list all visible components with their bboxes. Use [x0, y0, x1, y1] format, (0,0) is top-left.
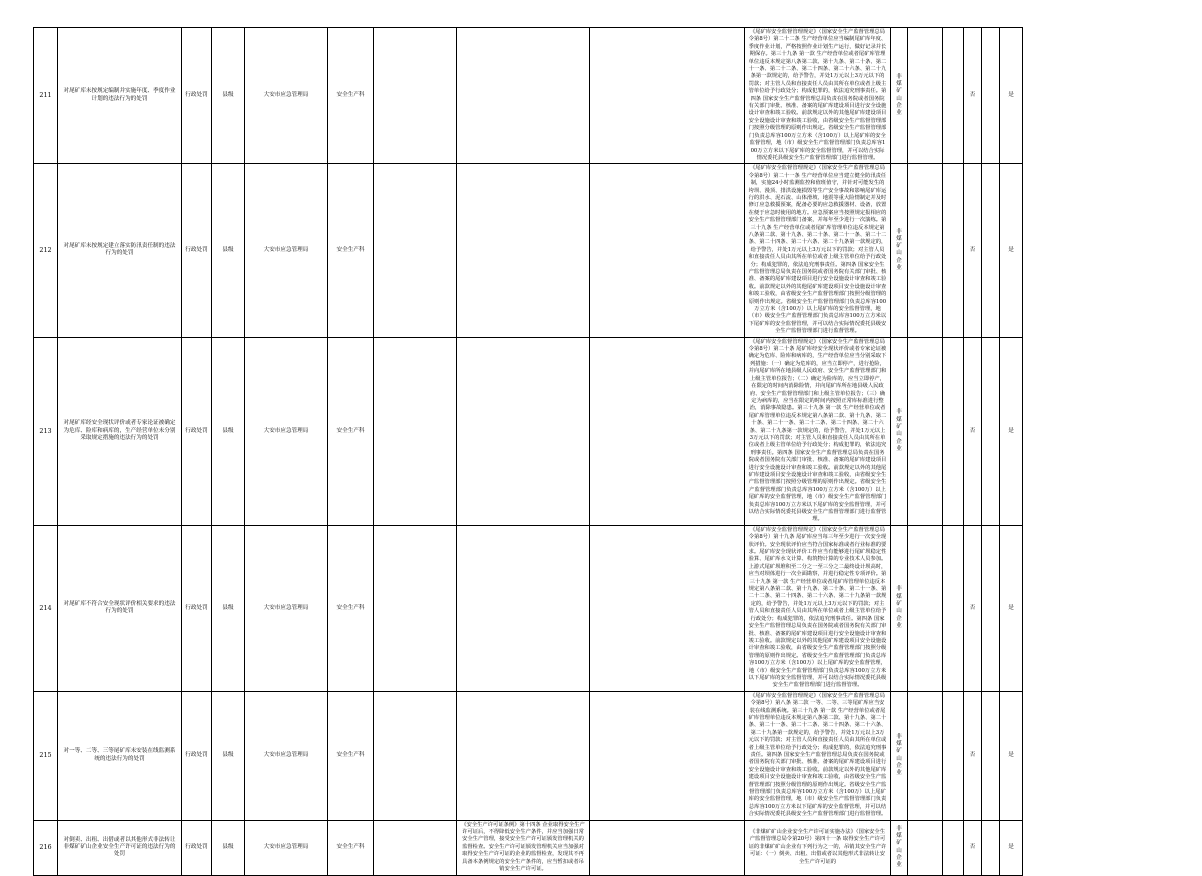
flag-no: 否 — [964, 164, 982, 337]
row-number: 213 — [34, 337, 58, 525]
item-org: 大安市应急管理局 — [245, 164, 328, 337]
item-level: 县级 — [212, 164, 245, 337]
basis-primary — [590, 164, 745, 337]
flag-no: 否 — [964, 337, 982, 525]
basis-detail: 《非煤矿矿山企业安全生产许可证实施办法》（国家安全生产监督管理总局令第20号）第四十一条 取得安全生产许可证的非煤矿矿山企业有下列行为之一的，吊销其安全生产许可证：（一）倒卖、出租、出借或者以其他形式非法转让安全生产许可证的 — [745, 820, 891, 875]
table-row — [34, 820, 1023, 875]
item-level: 县级 — [212, 337, 245, 525]
empty-cell — [908, 337, 943, 525]
empty-cell — [374, 164, 457, 337]
item-dept: 安全生产科 — [328, 525, 374, 691]
flag-yes: 是 — [1000, 691, 1023, 820]
empty-cell — [374, 525, 457, 691]
row-number: 214 — [34, 525, 58, 691]
empty-cell — [943, 28, 964, 164]
item-type: 行政处罚 — [182, 525, 212, 691]
item-name: 对尾矿库经安全现状评价或者专家论证被确定为危库、险库和病库的，生产经营单位未分别采取规定措施的违法行为的处罚 — [58, 337, 182, 525]
table-row — [34, 525, 1023, 691]
item-org: 大安市应急管理局 — [245, 525, 328, 691]
basis-primary — [590, 525, 745, 691]
empty-cell — [982, 337, 1000, 525]
empty-cell — [590, 820, 745, 875]
item-level: 县级 — [212, 820, 245, 875]
empty-cell — [457, 691, 590, 820]
empty-cell — [908, 691, 943, 820]
item-type: 行政处罚 — [182, 691, 212, 820]
empty-cell — [982, 820, 1000, 875]
basis-primary — [590, 28, 745, 164]
item-dept: 安全生产科 — [328, 691, 374, 820]
item-level: 县级 — [212, 28, 245, 164]
empty-cell — [908, 164, 943, 337]
flag-yes: 是 — [1000, 164, 1023, 337]
empty-cell — [943, 820, 964, 875]
item-object: 非煤矿山企业 — [891, 691, 908, 820]
empty-cell — [943, 164, 964, 337]
basis-detail: 《尾矿库安全监督管理规定》（国家安全生产监督管理总局令第8号）第八条 第二款 一等、二等、三等尾矿库应当安装在线监测系统。第三十九条 第一款 生产经营单位或者尾矿库管理单位违反本规定第八条第二款、第十九条、第二十条、第二十一条、第二十二条、第二十四条、第二十六条、第二十九条第一款规定的，给予警告，并处1万元以上3万元以下的罚款；对主管人员和直接责任人员由其所在单位或者上级主管单位给予行政处分；构成犯罪的，依法追究刑事责任。第四条 国家安全生产监督管理总局负责在国务院或者国务院有关部门审批、核准、备案的尾矿库建设项目进行安全设施设计审查和竣工验收。前款规定以外的其他尾矿库建设项目安全设施设计审查和竣工验收，由省级安全生产监督管理部门按照分级管理的原则作出规定。省级安全生产监督管理部门负责总库容100万立方米（含100万）以上尾矿库的安全监督管理，地（市）级安全生产监督管理部门负责总库容100万立方米以下尾矿库的安全监督管理，并可以结合实际情况委托县级安全生产监督管理部门进行监督管理。 — [745, 691, 891, 820]
item-type: 行政处罚 — [182, 164, 212, 337]
power-list-table — [33, 27, 1023, 876]
item-org: 大安市应急管理局 — [245, 28, 328, 164]
item-object: 非煤矿山企业 — [891, 525, 908, 691]
empty-cell — [908, 28, 943, 164]
basis-primary: 《安全生产许可证条例》第十四条 企业取得安全生产许可证后，不得降低安全生产条件，并应当加强日常安全生产管理，接受安全生产许可证颁发管理机关的监督检查。安全生产许可证颁发管理机关应当加强对取得安全生产许可证的企业的监督检查，发现其不再具备本条例规定的安全生产条件的，应当暂扣或者吊销安全生产许可证。 — [457, 820, 590, 875]
empty-cell — [457, 164, 590, 337]
item-org: 大安市应急管理局 — [245, 820, 328, 875]
item-object: 非煤矿山企业 — [891, 820, 908, 875]
item-object: 非煤矿山企业 — [891, 337, 908, 525]
table-row — [34, 28, 1023, 164]
table-row — [34, 691, 1023, 820]
item-name: 对尾矿库不符合安全现状评价相关要求的违法行为的处罚 — [58, 525, 182, 691]
item-name: 对尾矿库未按规定编制并实施年度、季度作业计划的违法行为的处罚 — [58, 28, 182, 164]
basis-detail: 《尾矿库安全监督管理规定》（国家安全生产监督管理总局令第8号）第二十条 尾矿库经安全现状评价或者专家论证被确定为危库、险库和病库的，生产经营单位应当分别采取下列措施：（一）确定为危库的，应当立即停产，进行抢险，并向尾矿库所在地县级人民政府、安全生产监督管理部门和上级主管单位报告；（二）确定为险库的，应当立即停产，在限定的时间内消除险情，并向尾矿库所在地县级人民政府、安全生产监督管理部门和上级主管单位报告；（三）确定为病库的，应当在限定的时间内按照正常库标准进行整治，消除事故隐患。第三十九条 第一款 生产经营单位或者尾矿库管理单位违反本规定第八条第二款、第十九条、第二十条、第二十一条、第二十二条、第二十四条、第二十六条、第二十九条第一款规定的，给予警告，并处1万元以上3万元以下的罚款；对主管人员和直接责任人员由其所在单位或者上级主管单位给予行政处分；构成犯罪的，依法追究刑事责任。第四条 国家安全生产监督管理总局负责在国务院或者国务院有关部门审批、核准、备案的尾矿库建设项目进行安全设施设计审查和竣工验收。前款规定以外的其他尾矿库建设项目安全设施设计审查和竣工验收，由省级安全生产监督管理部门按照分级管理的原则作出规定。省级安全生产监督管理部门负责总库容100万立方米（含100万）以上尾矿库的安全监督管理，地（市）级安全生产监督管理部门负责总库容100万立方米以下尾矿库的安全监督管理，并可以结合实际情况委托县级安全生产监督管理部门进行监督管理。 — [745, 337, 891, 525]
flag-yes: 是 — [1000, 28, 1023, 164]
item-type: 行政处罚 — [182, 820, 212, 875]
flag-no: 否 — [964, 691, 982, 820]
empty-cell — [374, 28, 457, 164]
flag-no: 否 — [964, 28, 982, 164]
item-level: 县级 — [212, 525, 245, 691]
flag-yes: 是 — [1000, 525, 1023, 691]
empty-cell — [374, 337, 457, 525]
empty-cell — [908, 820, 943, 875]
basis-primary — [590, 337, 745, 525]
item-dept: 安全生产科 — [328, 820, 374, 875]
empty-cell — [982, 164, 1000, 337]
empty-cell — [943, 691, 964, 820]
empty-cell — [908, 525, 943, 691]
empty-cell — [943, 337, 964, 525]
empty-cell — [982, 691, 1000, 820]
empty-cell — [374, 820, 457, 875]
row-number: 216 — [34, 820, 58, 875]
item-type: 行政处罚 — [182, 28, 212, 164]
row-number: 212 — [34, 164, 58, 337]
row-number: 211 — [34, 28, 58, 164]
flag-yes: 是 — [1000, 820, 1023, 875]
item-dept: 安全生产科 — [328, 28, 374, 164]
table-row — [34, 164, 1023, 337]
item-type: 行政处罚 — [182, 337, 212, 525]
item-dept: 安全生产科 — [328, 337, 374, 525]
item-object: 非煤矿山企业 — [891, 164, 908, 337]
item-name: 对尾矿库未按规定建立落实防汛责任制的违法行为的处罚 — [58, 164, 182, 337]
flag-no: 否 — [964, 525, 982, 691]
item-dept: 安全生产科 — [328, 164, 374, 337]
item-name: 对倒卖、出租、出借或者以其他形式非法转让非煤矿矿山企业安全生产许可证的违法行为的处罚 — [58, 820, 182, 875]
table-row — [34, 337, 1023, 525]
basis-detail: 《尾矿库安全监督管理规定》（国家安全生产监督管理总局令第8号）第二十一条 生产经营单位应当建立健全防汛责任制，实施24小时监测监控和值班值守，并针对可能发生的垮坝、漫顶、排洪设施损毁等生产安全事故和影响尾矿库运行的洪水、泥石流、山体滑坡、地震等重大险情制定并及时修订应急救援预案，配备必要的应急救援器材、设备，放置在便于应急时使用的地方。应急预案应当按照规定报相应的安全生产监督管理部门备案，并每年至少进行一次演练。第三十九条 生产经营单位或者尾矿库管理单位违反本规定第八条第二款、第十九条、第二十条、第二十一条、第二十二条、第二十四条、第二十六条、第二十九条第一款规定的，给予警告，并处1万元以上3万元以下的罚款；对主管人员和直接责任人员由其所在单位或者上级主管单位给予行政处分；构成犯罪的，依法追究刑事责任。第四条 国家安全生产监督管理总局负责在国务院或者国务院有关部门审批、核准、备案的尾矿库建设项目进行安全设施设计审查和竣工验收。前款规定以外的其他尾矿库建设项目安全设施设计审查和竣工验收，由省级安全生产监督管理部门按照分级管理的原则作出规定。省级安全生产监督管理部门负责总库容100万立方米（含100万）以上尾矿库的安全监督管理，地（市）级安全生产监督管理部门负责总库容100万立方米以下尾矿库的安全监督管理，并可以结合实际情况委托县级安全生产监督管理部门进行监督管理。 — [745, 164, 891, 337]
item-level: 县级 — [212, 691, 245, 820]
empty-cell — [457, 28, 590, 164]
table-body — [34, 28, 1023, 876]
empty-cell — [457, 525, 590, 691]
empty-cell — [457, 337, 590, 525]
flag-no: 否 — [964, 820, 982, 875]
item-name: 对一等、二等、三等尾矿库未安装在线监测系统的违法行为的处罚 — [58, 691, 182, 820]
row-number: 215 — [34, 691, 58, 820]
item-org: 大安市应急管理局 — [245, 337, 328, 525]
empty-cell — [374, 691, 457, 820]
basis-detail: 《尾矿库安全监督管理规定》（国家安全生产监督管理总局令第8号）第二十二条 生产经营单位应当编制尾矿库年度、季度作业计划，严格按照作业计划生产运行，做好记录并长期保存。第三十九条 第一款 生产经营单位或者尾矿库管理单位违反本规定第八条第二款、第十九条、第二十条、第二十一条、第二十二条、第二十四条、第二十六条、第二十九条第一款规定的，给予警告，并处1万元以上3万元以下的罚款；对主管人员和直接责任人员由其所在单位或者上级主管单位给予行政处分；构成犯罪的，依法追究刑事责任。第四条 国家安全生产监督管理总局负责在国务院或者国务院有关部门审批、核准、备案的尾矿库建设项目进行安全设施设计审查和竣工验收。前款规定以外的其他尾矿库建设项目安全设施设计审查和竣工验收，由省级安全生产监督管理部门按照分级管理的原则作出规定。省级安全生产监督管理部门负责总库容100万立方米（含100万）以上尾矿库的安全监督管理，地（市）级安全生产监督管理部门负责总库容100万立方米以下尾矿库的安全监督管理，并可以结合实际情况委托县级安全生产监督管理部门进行监督管理。 — [745, 28, 891, 164]
item-org: 大安市应急管理局 — [245, 691, 328, 820]
flag-yes: 是 — [1000, 337, 1023, 525]
empty-cell — [943, 525, 964, 691]
empty-cell — [982, 525, 1000, 691]
basis-detail: 《尾矿库安全监督管理规定》（国家安全生产监督管理总局令第8号）第十九条 尾矿库应当每三年至少进行一次安全现状评价。安全现状评价应当符合国家标准或者行业标准的要求。尾矿库安全现状评价工作应当有能够进行尾矿坝稳定性验算、尾矿库水文计算、构筑物计算的专业技术人员参加。上游式尾矿坝堆积至二分之一至三分之二最终设计坝高时，应当对坝体进行一次全面勘察，并进行稳定性专项评价。第三十九条 第一款 生产经营单位或者尾矿库管理单位违反本规定第八条第二款、第十九条、第二十条、第二十一条、第二十二条、第二十四条、第二十六条、第二十九条第一款规定的，给予警告，并处1万元以上3万元以下的罚款；对主管人员和直接责任人员由其所在单位或者上级主管单位给予行政处分；构成犯罪的，依法追究刑事责任。第四条 国家安全生产监督管理总局负责在国务院或者国务院有关部门审批、核准、备案的尾矿库建设项目进行安全设施设计审查和竣工验收。前款规定以外的其他尾矿库建设项目安全设施设计审查和竣工验收，由省级安全生产监督管理部门按照分级管理的原则作出规定。省级安全生产监督管理部门负责总库容100万立方米（含100万）以上尾矿库的安全监督管理，地（市）级安全生产监督管理部门负责总库容100万立方米以下尾矿库的安全监督管理，并可以结合实际情况委托县级安全生产监督管理部门进行监督管理。 — [745, 525, 891, 691]
item-object: 非煤矿山企业 — [891, 28, 908, 164]
empty-cell — [982, 28, 1000, 164]
basis-primary — [590, 691, 745, 820]
